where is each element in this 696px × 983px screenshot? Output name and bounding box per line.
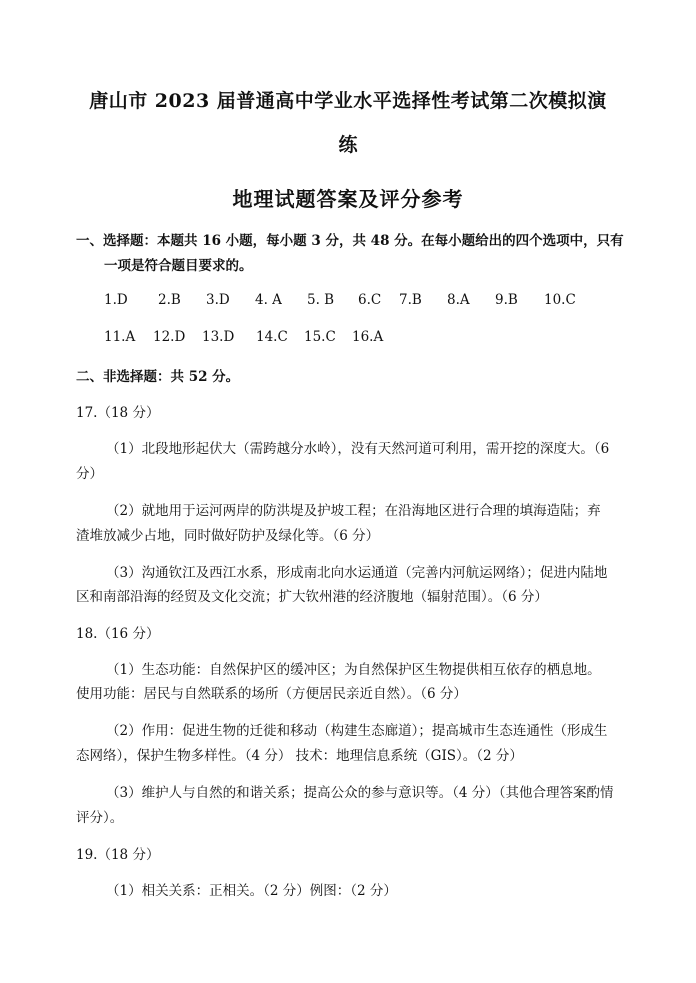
answer-item: 2.B bbox=[158, 292, 181, 308]
answer-item: 4. A bbox=[255, 292, 282, 308]
answer-item: 6.C bbox=[358, 292, 382, 308]
q18-answer-1: （1）生态功能：自然保护区的缓冲区；为自然保护区生物提供相互依存的栖息地。 bbox=[106, 662, 601, 678]
q17-answer-1: （1）北段地形起伏大（需跨越分水岭），没有天然河道可利用，需开挖的深度大。（6 bbox=[106, 441, 610, 457]
document-title-continued: 练 bbox=[338, 134, 358, 156]
answer-item: 13.D bbox=[202, 329, 235, 345]
answer-item: 9.B bbox=[495, 292, 518, 308]
answer-item: 11.A bbox=[104, 329, 136, 345]
q18-answer-3: （3）维护人与自然的和谐关系；提高公众的参与意识等。（4 分）（其他合理答案酌情 bbox=[106, 785, 614, 801]
q18-answer-3-cont: 评分）。 bbox=[76, 810, 124, 826]
part2-heading: 二、非选择题：共 52 分。 bbox=[76, 369, 240, 385]
document-title: 唐山市 2023 届普通高中学业水平选择性考试第二次模拟演 bbox=[89, 90, 607, 112]
answer-item: 5. B bbox=[307, 292, 335, 308]
q17-answer-1-cont: 分） bbox=[76, 466, 103, 482]
answer-item: 8.A bbox=[447, 292, 470, 308]
q19-answer-1: （1）相关关系：正相关。（2 分）例图：（2 分） bbox=[106, 883, 397, 899]
q18-answer-1-cont: 使用功能：居民与自然联系的场所（方便居民亲近自然）。（6 分） bbox=[76, 686, 467, 702]
answer-item: 3.D bbox=[206, 292, 230, 308]
q17-answer-2: （2）就地用于运河两岸的防洪堤及护坡工程；在沿海地区进行合理的填海造陆；弃 bbox=[106, 503, 601, 519]
q17-answer-2-cont: 渣堆放减少占地，同时做好防护及绿化等。（6 分） bbox=[76, 528, 380, 544]
q17-answer-3-cont: 区和南部沿海的经贸及文化交流；扩大钦州港的经济腹地（辐射范围）。（6 分） bbox=[76, 589, 548, 605]
q18-title: 18.（16 分） bbox=[76, 626, 160, 642]
answer-item: 16.A bbox=[352, 329, 384, 345]
answer-item: 10.C bbox=[544, 292, 576, 308]
answer-item: 1.D bbox=[104, 292, 128, 308]
answer-item: 14.C bbox=[256, 329, 288, 345]
answer-item: 15.C bbox=[304, 329, 336, 345]
answer-item: 12.D bbox=[153, 329, 186, 345]
document-subtitle: 地理试题答案及评分参考 bbox=[232, 187, 464, 211]
q18-answer-2-cont: 态网络），保护生物多样性。（4 分） 技术：地理信息系统（GIS）。（2 分） bbox=[76, 748, 523, 764]
answer-item: 7.B bbox=[399, 292, 422, 308]
part1-heading-continued: 一项是符合题目要求的。 bbox=[104, 258, 253, 274]
q19-title: 19.（18 分） bbox=[76, 847, 160, 863]
q17-answer-3: （3）沟通钦江及西江水系，形成南北向水运通道（完善内河航运网络）；促进内陆地 bbox=[106, 565, 608, 581]
q17-title: 17.（18 分） bbox=[76, 405, 160, 421]
q18-answer-2: （2）作用：促进生物的迁徙和移动（构建生态廊道）；提高城市生态连通性（形成生 bbox=[106, 723, 608, 739]
part1-heading: 一、选择题：本题共 16 小题，每小题 3 分，共 48 分。在每小题给出的四个选项中，只有 bbox=[76, 233, 624, 249]
